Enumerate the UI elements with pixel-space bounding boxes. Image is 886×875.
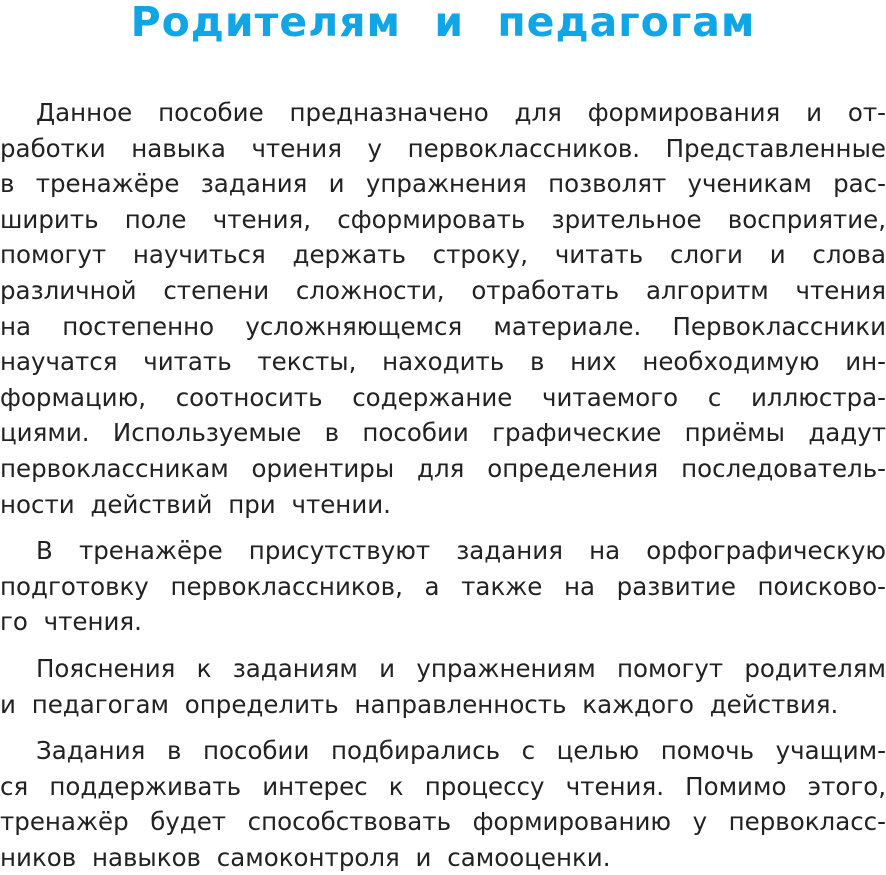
paragraph-1 bbox=[0, 95, 886, 522]
text-line: и педагогам определить направленность каждого действия. bbox=[0, 689, 839, 719]
text-line: ности действий при чтении. bbox=[0, 489, 391, 519]
body-text bbox=[0, 95, 886, 875]
paragraph-4 bbox=[0, 733, 886, 875]
text-line: циями. Используемые в пособии графические приёмы дадут bbox=[0, 418, 886, 448]
text-line: научатся читать тексты, находить в них необходимую ин- bbox=[0, 347, 886, 377]
text-line: различной степени сложности, отработать алгоритм чтения bbox=[0, 275, 886, 305]
text-line: ся поддерживать интерес к процессу чтения. Помимо этого, bbox=[0, 771, 886, 801]
text-line: на постепенно усложняющемся материале. Первоклассники bbox=[0, 311, 886, 341]
text-line: го чтения. bbox=[0, 607, 142, 637]
page-title: Родителям и педагогам bbox=[130, 0, 756, 46]
text-line: работки навыка чтения у первоклассников. Представленные bbox=[0, 133, 886, 163]
text-line: тренажёр будет способствовать формированию у первокласс- bbox=[0, 807, 886, 837]
text-line: Задания в пособии подбирались с целью помочь учащим- bbox=[36, 736, 886, 766]
paragraph-3 bbox=[0, 651, 886, 722]
text-line: ширить поле чтения, сформировать зрительное восприятие, bbox=[0, 204, 886, 234]
paragraph-2 bbox=[0, 533, 886, 640]
text-line: помогут научиться держать строку, читать слоги и слова bbox=[0, 240, 886, 270]
text-line: первоклассникам ориентиры для определения последователь- bbox=[0, 453, 886, 483]
text-line: подготовку первоклассников, а также на развитие поисково- bbox=[0, 571, 886, 601]
text-line: Пояснения к заданиям и упражнениям помогут родителям bbox=[36, 653, 886, 683]
text-line: ников навыков самоконтроля и самооценки. bbox=[0, 842, 611, 872]
text-line: формацию, соотносить содержание читаемого с иллюстра- bbox=[0, 382, 886, 412]
text-line: Данное пособие предназначено для формирования и от- bbox=[36, 98, 886, 127]
text-line: в тренажёре задания и упражнения позволят ученикам рас- bbox=[0, 169, 886, 199]
text-line: В тренажёре присутствуют задания на орфографическую bbox=[36, 536, 886, 566]
